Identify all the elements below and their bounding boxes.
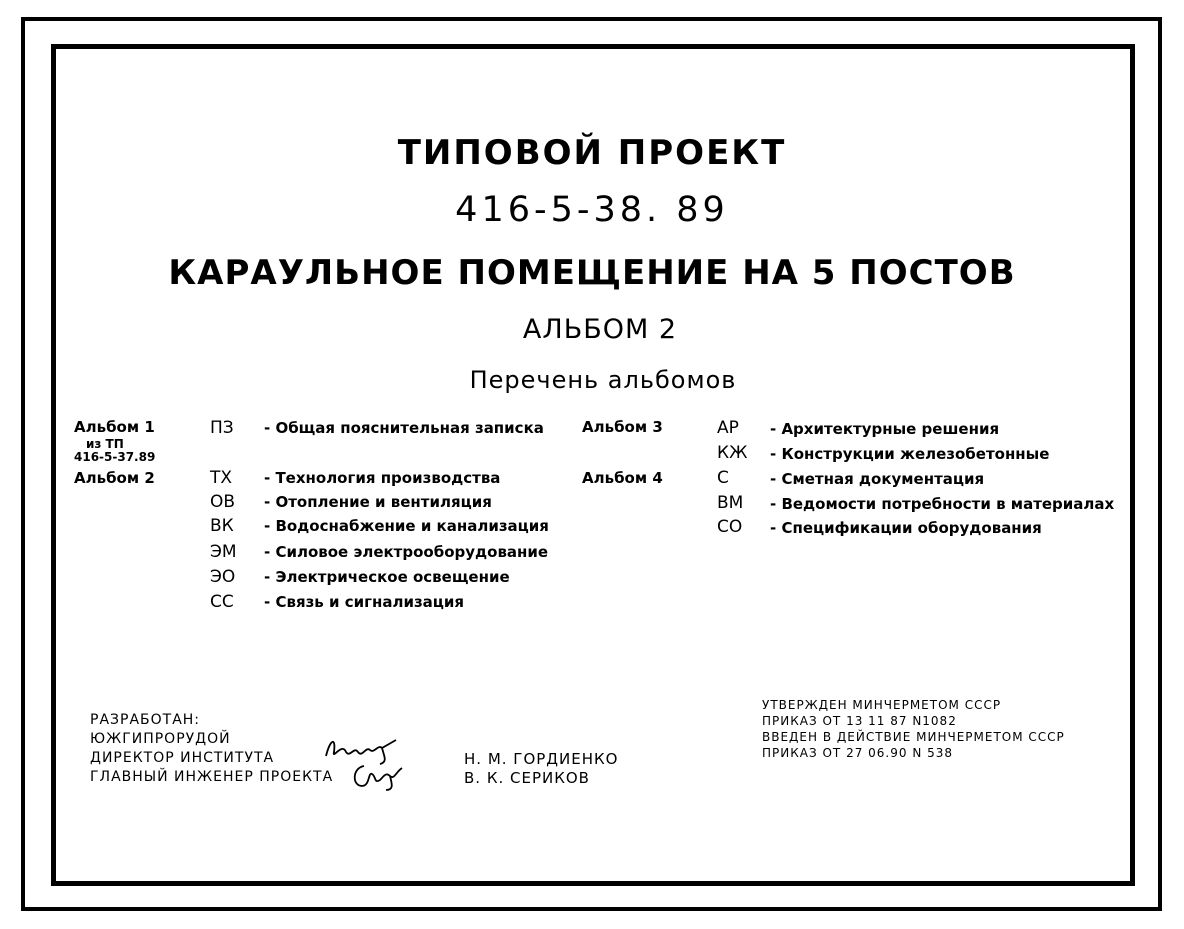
engineer-name: В. К. СЕРИКОВ <box>464 769 590 787</box>
approval-line-2: ПРИКАЗ ОТ 13 11 87 N1082 <box>762 714 957 728</box>
list-item-code: ЭМ <box>210 542 237 562</box>
list-item-text: - Спецификации оборудования <box>770 519 1042 537</box>
list-item-code: ЭО <box>210 567 236 587</box>
album1-label: Альбом 1 <box>74 418 155 436</box>
album1-source-number: 416-5-37.89 <box>74 450 156 464</box>
album-title: АЛЬБОМ 2 <box>522 314 678 345</box>
list-item-code: ВК <box>210 516 234 536</box>
list-item-code: ПЗ <box>210 418 234 438</box>
album1-source: из ТП <box>86 437 124 451</box>
list-item-text: - Сметная документация <box>770 470 985 488</box>
list-item-code: ТХ <box>210 468 233 488</box>
album4-label: Альбом 4 <box>582 469 663 487</box>
project-number: 416-5-38. 89 <box>455 190 729 230</box>
project-name: КАРАУЛЬНОЕ ПОМЕЩЕНИЕ НА 5 ПОСТОВ <box>168 253 1016 293</box>
list-item-text: - Отопление и вентиляция <box>264 493 492 511</box>
list-item-text: - Связь и сигнализация <box>264 593 465 611</box>
list-item-code: С <box>717 468 729 488</box>
approval-line-3: ВВЕДЕН В ДЕЙСТВИЕ МИНЧЕРМЕТОМ СССР <box>762 730 1065 744</box>
list-item-text: - Технология производства <box>264 469 501 487</box>
engineer-signature-icon <box>350 760 410 792</box>
list-item-code: КЖ <box>717 443 748 463</box>
list-item-text: - Конструкции железобетонные <box>770 445 1050 463</box>
developer-org: ЮЖГИПРОРУДОЙ <box>90 731 231 747</box>
list-item-text: - Ведомости потребности в материалах <box>770 495 1115 513</box>
list-item-code: СО <box>717 517 743 537</box>
engineer-role: ГЛАВНЫЙ ИНЖЕНЕР ПРОЕКТА <box>90 769 334 785</box>
list-item-code: ОВ <box>210 492 236 512</box>
list-item-text: - Архитектурные решения <box>770 420 1000 438</box>
director-role: ДИРЕКТОР ИНСТИТУТА <box>90 750 275 766</box>
developer-label: РАЗРАБОТАН: <box>90 712 201 728</box>
director-name: Н. М. ГОРДИЕНКО <box>464 750 619 768</box>
album2-label: Альбом 2 <box>74 469 155 487</box>
approval-line-4: ПРИКАЗ ОТ 27 06.90 N 538 <box>762 746 954 760</box>
doc-type-title: ТИПОВОЙ ПРОЕКТ <box>397 133 787 173</box>
list-item-text: - Электрическое освещение <box>264 568 510 586</box>
list-item-text: - Общая пояснительная записка <box>264 419 544 437</box>
approval-line-1: УТВЕРЖДЕН МИНЧЕРМЕТОМ СССР <box>762 698 1002 712</box>
album-list-heading: Перечень альбомов <box>469 366 737 394</box>
list-item-code: ВМ <box>717 493 744 513</box>
list-item-text: - Силовое электрооборудование <box>264 543 549 561</box>
album3-label: Альбом 3 <box>582 418 663 436</box>
list-item-text: - Водоснабжение и канализация <box>264 517 549 535</box>
list-item-code: СС <box>210 592 234 612</box>
list-item-code: АР <box>717 418 739 438</box>
